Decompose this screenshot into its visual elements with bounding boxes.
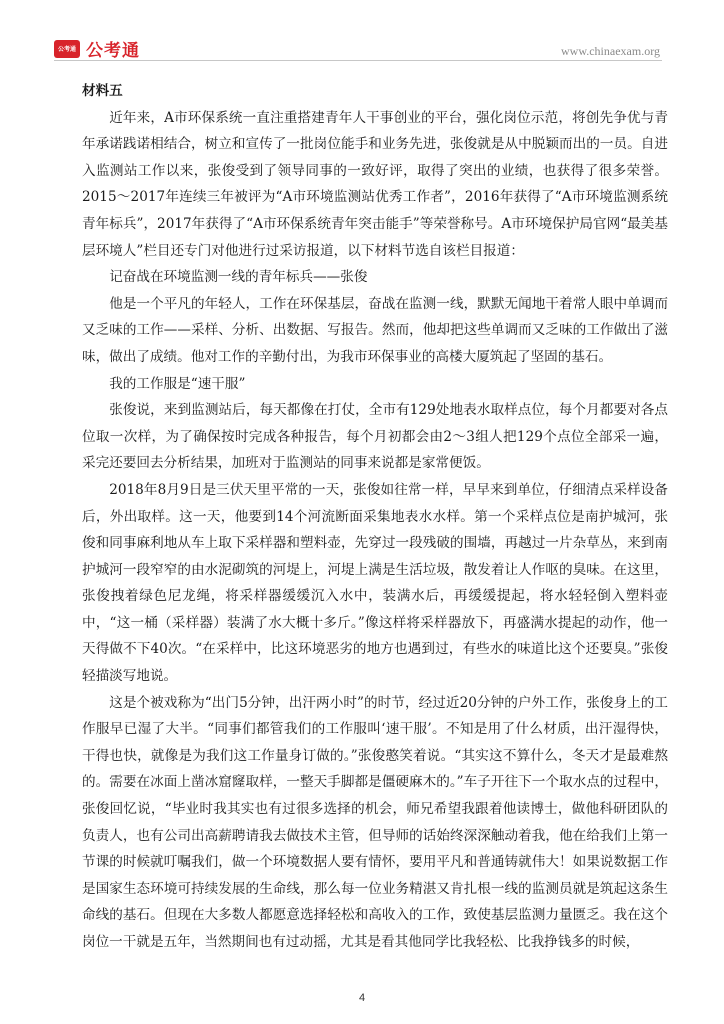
paragraph-intro: 近年来，A市环保系统一直注重搭建青年人干事创业的平台，强化岗位示范，将创先争优与青年承诺践诺相结合，树立和宣传了一批岗位能手和业务先进，张俊就是从中脱颖而出的一员。自进入监测站工作以来，张俊受到了领导同事的一致好评，取得了突出的业绩，也获得了很多荣誉。2015～2017年连续三年被评为“A市环境监测站优秀工作者”，2016年获得了“A市环境监测系统青年标兵”，2017年获得了“A市环保系统青年突击能手”等荣誉称号。A市环境保护局官网“最美基层环境人”栏目还专门对他进行过采访报道，以下材料节选自该栏目报道： [82,109,668,259]
logo-badge-icon: 公考通 [54,40,80,58]
site-url: www.chinaexam.org [561,44,660,58]
logo [54,36,140,61]
paragraph-sampling-points: 张俊说，来到监测站后，每天都像在打仗，全市有129处地表水取样点位，每个月都要对各点位取一次样，为了确保按时完成各种报告，每个月初都会由2～3组人把129个点位全部采一遍，采完还要回去分析结果，加班对于监测站的同事来说都是家常便饭。 [82,402,668,472]
page-number: 4 [358,992,366,1004]
paragraph-profile: 他是一个平凡的年轻人，工作在环保基层，奋战在监测一线，默默无闻地干着常人眼中单调而又乏味的工作——采样、分析、出数据、写报告。然而，他却把这些单调而又乏味的工作做出了滋味，做出了成绩。他对工作的辛勤付出，为我市环保事业的高楼大厦筑起了坚固的基石。 [82,295,668,365]
logo-text: 公考通 [86,41,140,61]
subheading-quick-dry-uniform: 我的工作服是“速干服” [109,375,246,392]
paragraph-august-ninth: 2018年8月9日是三伏天里平常的一天，张俊如往常一样，早早来到单位，仔细清点采样设备后，外出取样。这一天，他要到14个河流断面采集地表水水样。第一个采样点位是南护城河，张俊和同事麻利地从车上取下采样器和塑料壶，先穿过一段残破的围墙，再越过一片杂草丛，来到南护城河一段窄窄的由水泥砌筑的河堤上，河堤上满是生活垃圾，散发着让人作呕的臭味。在这里，张俊拽着绿色尼龙绳，将采样器缓缓沉入水中，装满水后，再缓缓提起，将水轻轻倒入塑料壶中，“这一桶（采样器）装满了水大概十多斤。”像这样将采样器放下，再盛满水提起的动作，他一天得做不下40次。“在采样中，比这环境恶劣的地方也遇到过，有些水的味道比这个还要臭。”张俊轻描淡写地说。 [82,481,668,685]
page-header [0,0,724,62]
paragraph-quote: 这是个被戏称为“出门5分钟，出汗两小时”的时节，经过近20分钟的户外工作，张俊身上的工作服早已湿了大半。“同事们都管我们的工作服叫‘速干服’。不知是用了什么材质，出汗湿得快，干得也快，就像是为我们这工作量身订做的。”张俊憨笑着说。“其实这不算什么，冬天才是最难熬的。需要在冰面上凿冰窟窿取样，一整天手脚都是僵硬麻木的。”车子开往下一个取水点的过程中，张俊回忆说，“毕业时我其实也有过很多选择的机会，师兄希望我跟着他读博士，做他科研团队的负责人，也有公司出高薪聘请我去做技术主管，但导师的话始终深深触动着我，他在给我们上第一节课的时候就叮嘱我们，做一个环境数据人要有情怀，要用平凡和普通铸就伟大！如果说数据工作是国家生态环境可持续发展的生命线，那么每一位业务精湛又肯扎根一线的监测员就是筑起这条生命线的基石。但现在大多数人都愿意选择轻松和高收入的工作，致使基层监测力量匮乏。我在这个岗位一干就是五年，当然期间也有过动摇，尤其是看其他同学比我轻松、比我挣钱多的时候， [82,694,668,950]
article-headline: 记奋战在环境监测一线的青年标兵——张俊 [109,269,368,286]
header-divider [54,60,662,61]
section-title: 材料五 [82,83,123,99]
document-body [82,78,668,956]
